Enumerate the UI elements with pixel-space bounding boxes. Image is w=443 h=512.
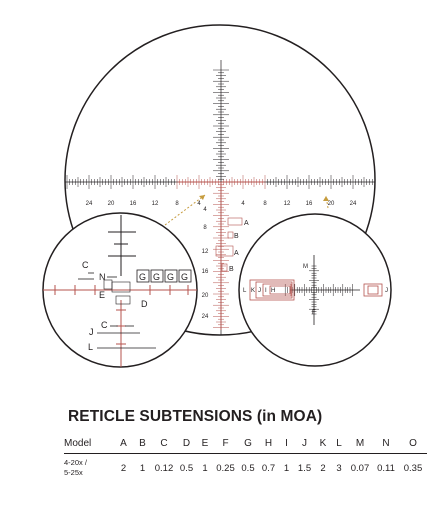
vertical-scale-label: 24: [201, 314, 209, 320]
main-scale-label: 24: [349, 201, 357, 207]
value-cell: 1: [283, 462, 290, 474]
label-m: M: [303, 264, 308, 270]
value-cell: 2: [120, 462, 127, 474]
model-name-line: 4-20x /: [64, 458, 87, 467]
zoom-pointer-left: [165, 195, 205, 225]
label-g: G: [153, 272, 161, 282]
main-scale-label: 8: [263, 201, 267, 207]
callout-a: A: [234, 250, 239, 257]
label-j: J: [258, 288, 261, 294]
model-header: Model: [64, 433, 114, 454]
column-header: N: [373, 433, 399, 454]
vertical-scale-label: 20: [201, 293, 209, 299]
column-header: O: [399, 433, 427, 454]
subtensions-table: [64, 433, 427, 482]
label-g: G: [167, 272, 175, 282]
column-header: H: [258, 433, 279, 454]
value-cell: 0.12: [154, 462, 174, 474]
label-n: N: [99, 272, 106, 282]
vertical-scale-label: 8: [203, 225, 207, 231]
main-scale-label: 4: [197, 201, 201, 207]
vertical-scale-label: 12: [201, 249, 209, 255]
callout-a: A: [244, 220, 249, 227]
main-scale-label: 16: [129, 201, 137, 207]
label-f: F: [312, 310, 316, 316]
column-header: M: [347, 433, 373, 454]
callout-b: B: [234, 233, 239, 240]
column-header: C: [152, 433, 176, 454]
label-j: J: [385, 288, 388, 294]
table-header-row: [64, 433, 427, 454]
main-scale-label: 4: [241, 201, 245, 207]
value-cell: 0.35: [403, 462, 423, 474]
model-name-line: 5-25x: [64, 468, 83, 477]
value-cell: 0.25: [216, 462, 235, 474]
main-scale-label: 20: [107, 201, 115, 207]
callout-b: B: [229, 266, 234, 273]
main-scale-label: 20: [327, 201, 335, 207]
label-j: J: [89, 327, 94, 337]
label-e: E: [99, 290, 106, 300]
label-d: D: [141, 299, 148, 309]
label-c: C: [101, 320, 108, 330]
label-g: G: [139, 272, 147, 282]
column-header: A: [114, 433, 133, 454]
main-scale-label: 8: [175, 201, 179, 207]
column-header: B: [133, 433, 152, 454]
vertical-scale-label: 4: [203, 207, 207, 213]
table-title: RETICLE SUBTENSIONS (in MOA): [68, 408, 323, 425]
value-cell: 2: [320, 462, 326, 474]
main-scale-label: 24: [85, 201, 93, 207]
table-row: [64, 454, 427, 483]
main-scale-label: 12: [151, 201, 159, 207]
value-cell: 0.07: [350, 462, 370, 474]
value-cell: 3: [336, 462, 342, 474]
label-c: C: [82, 260, 89, 270]
left-zoom-inset: [40, 213, 200, 370]
value-cell: 1: [202, 462, 208, 474]
value-cell: 0.7: [261, 462, 276, 474]
value-cell: 1: [139, 462, 146, 474]
value-cell: 0.5: [241, 462, 255, 474]
column-header: K: [315, 433, 331, 454]
column-header: I: [279, 433, 294, 454]
right-zoom-inset: [239, 214, 391, 366]
column-header: E: [197, 433, 213, 454]
column-header: L: [331, 433, 347, 454]
column-header: J: [294, 433, 315, 454]
label-l: L: [243, 288, 247, 294]
main-scale-label: 12: [283, 201, 291, 207]
vertical-scale-label: 16: [201, 269, 209, 275]
column-header: G: [238, 433, 258, 454]
label-k: K: [251, 288, 256, 294]
column-header: D: [176, 433, 197, 454]
label-g: G: [181, 272, 189, 282]
value-cell: 0.11: [377, 462, 395, 474]
label-i: I: [265, 288, 267, 294]
model-cell: [64, 454, 114, 483]
column-header: F: [213, 433, 238, 454]
label-h: H: [271, 288, 276, 294]
label-l: L: [88, 342, 94, 352]
value-cell: 1.5: [297, 462, 312, 474]
value-cell: 0.5: [179, 462, 194, 474]
main-scale-label: 16: [305, 201, 313, 207]
